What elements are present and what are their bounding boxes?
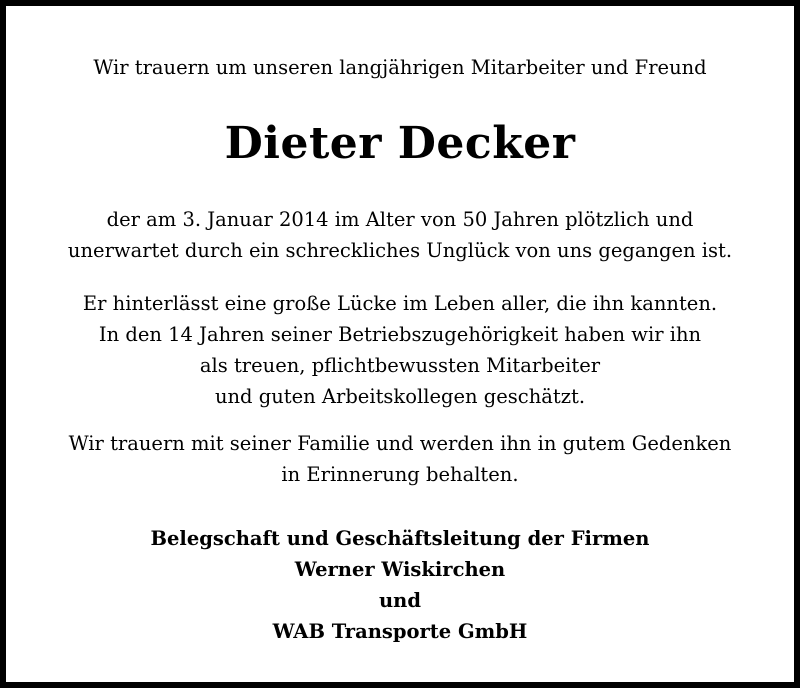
paragraph-condolence (6, 428, 794, 490)
text-line: In den 14 Jahren seiner Betriebszugehörigkeit haben wir ihn (98, 323, 702, 346)
text-line: unerwartet durch ein schreckliches Unglück von uns gegangen ist. (67, 239, 733, 262)
text-line: in Erinnerung behalten. (281, 463, 519, 486)
signature-line: Werner Wiskirchen (294, 558, 506, 581)
text-line: und guten Arbeitskollegen geschätzt. (214, 385, 586, 408)
text-line: Er hinterlässt eine große Lücke im Leben aller, die ihn kannten. (82, 292, 718, 315)
deceased-name: Dieter Decker (224, 118, 576, 169)
signature-line: WAB Transporte GmbH (272, 620, 528, 643)
signature-line: und (379, 589, 421, 612)
text-line: als treuen, pflichtbewussten Mitarbeiter (199, 354, 601, 377)
paragraph-death-info (6, 204, 794, 266)
signature-line: Belegschaft und Geschäftsleitung der Firmen (150, 527, 650, 550)
paragraph-tribute (6, 288, 794, 412)
text-line: Wir trauern mit seiner Familie und werden ihn in gutem Gedenken (68, 432, 732, 455)
text-line: der am 3. Januar 2014 im Alter von 50 Jahren plötzlich und (106, 208, 694, 231)
intro-line: Wir trauern um unseren langjährigen Mitarbeiter und Freund (93, 56, 707, 79)
signature-block (6, 523, 794, 647)
